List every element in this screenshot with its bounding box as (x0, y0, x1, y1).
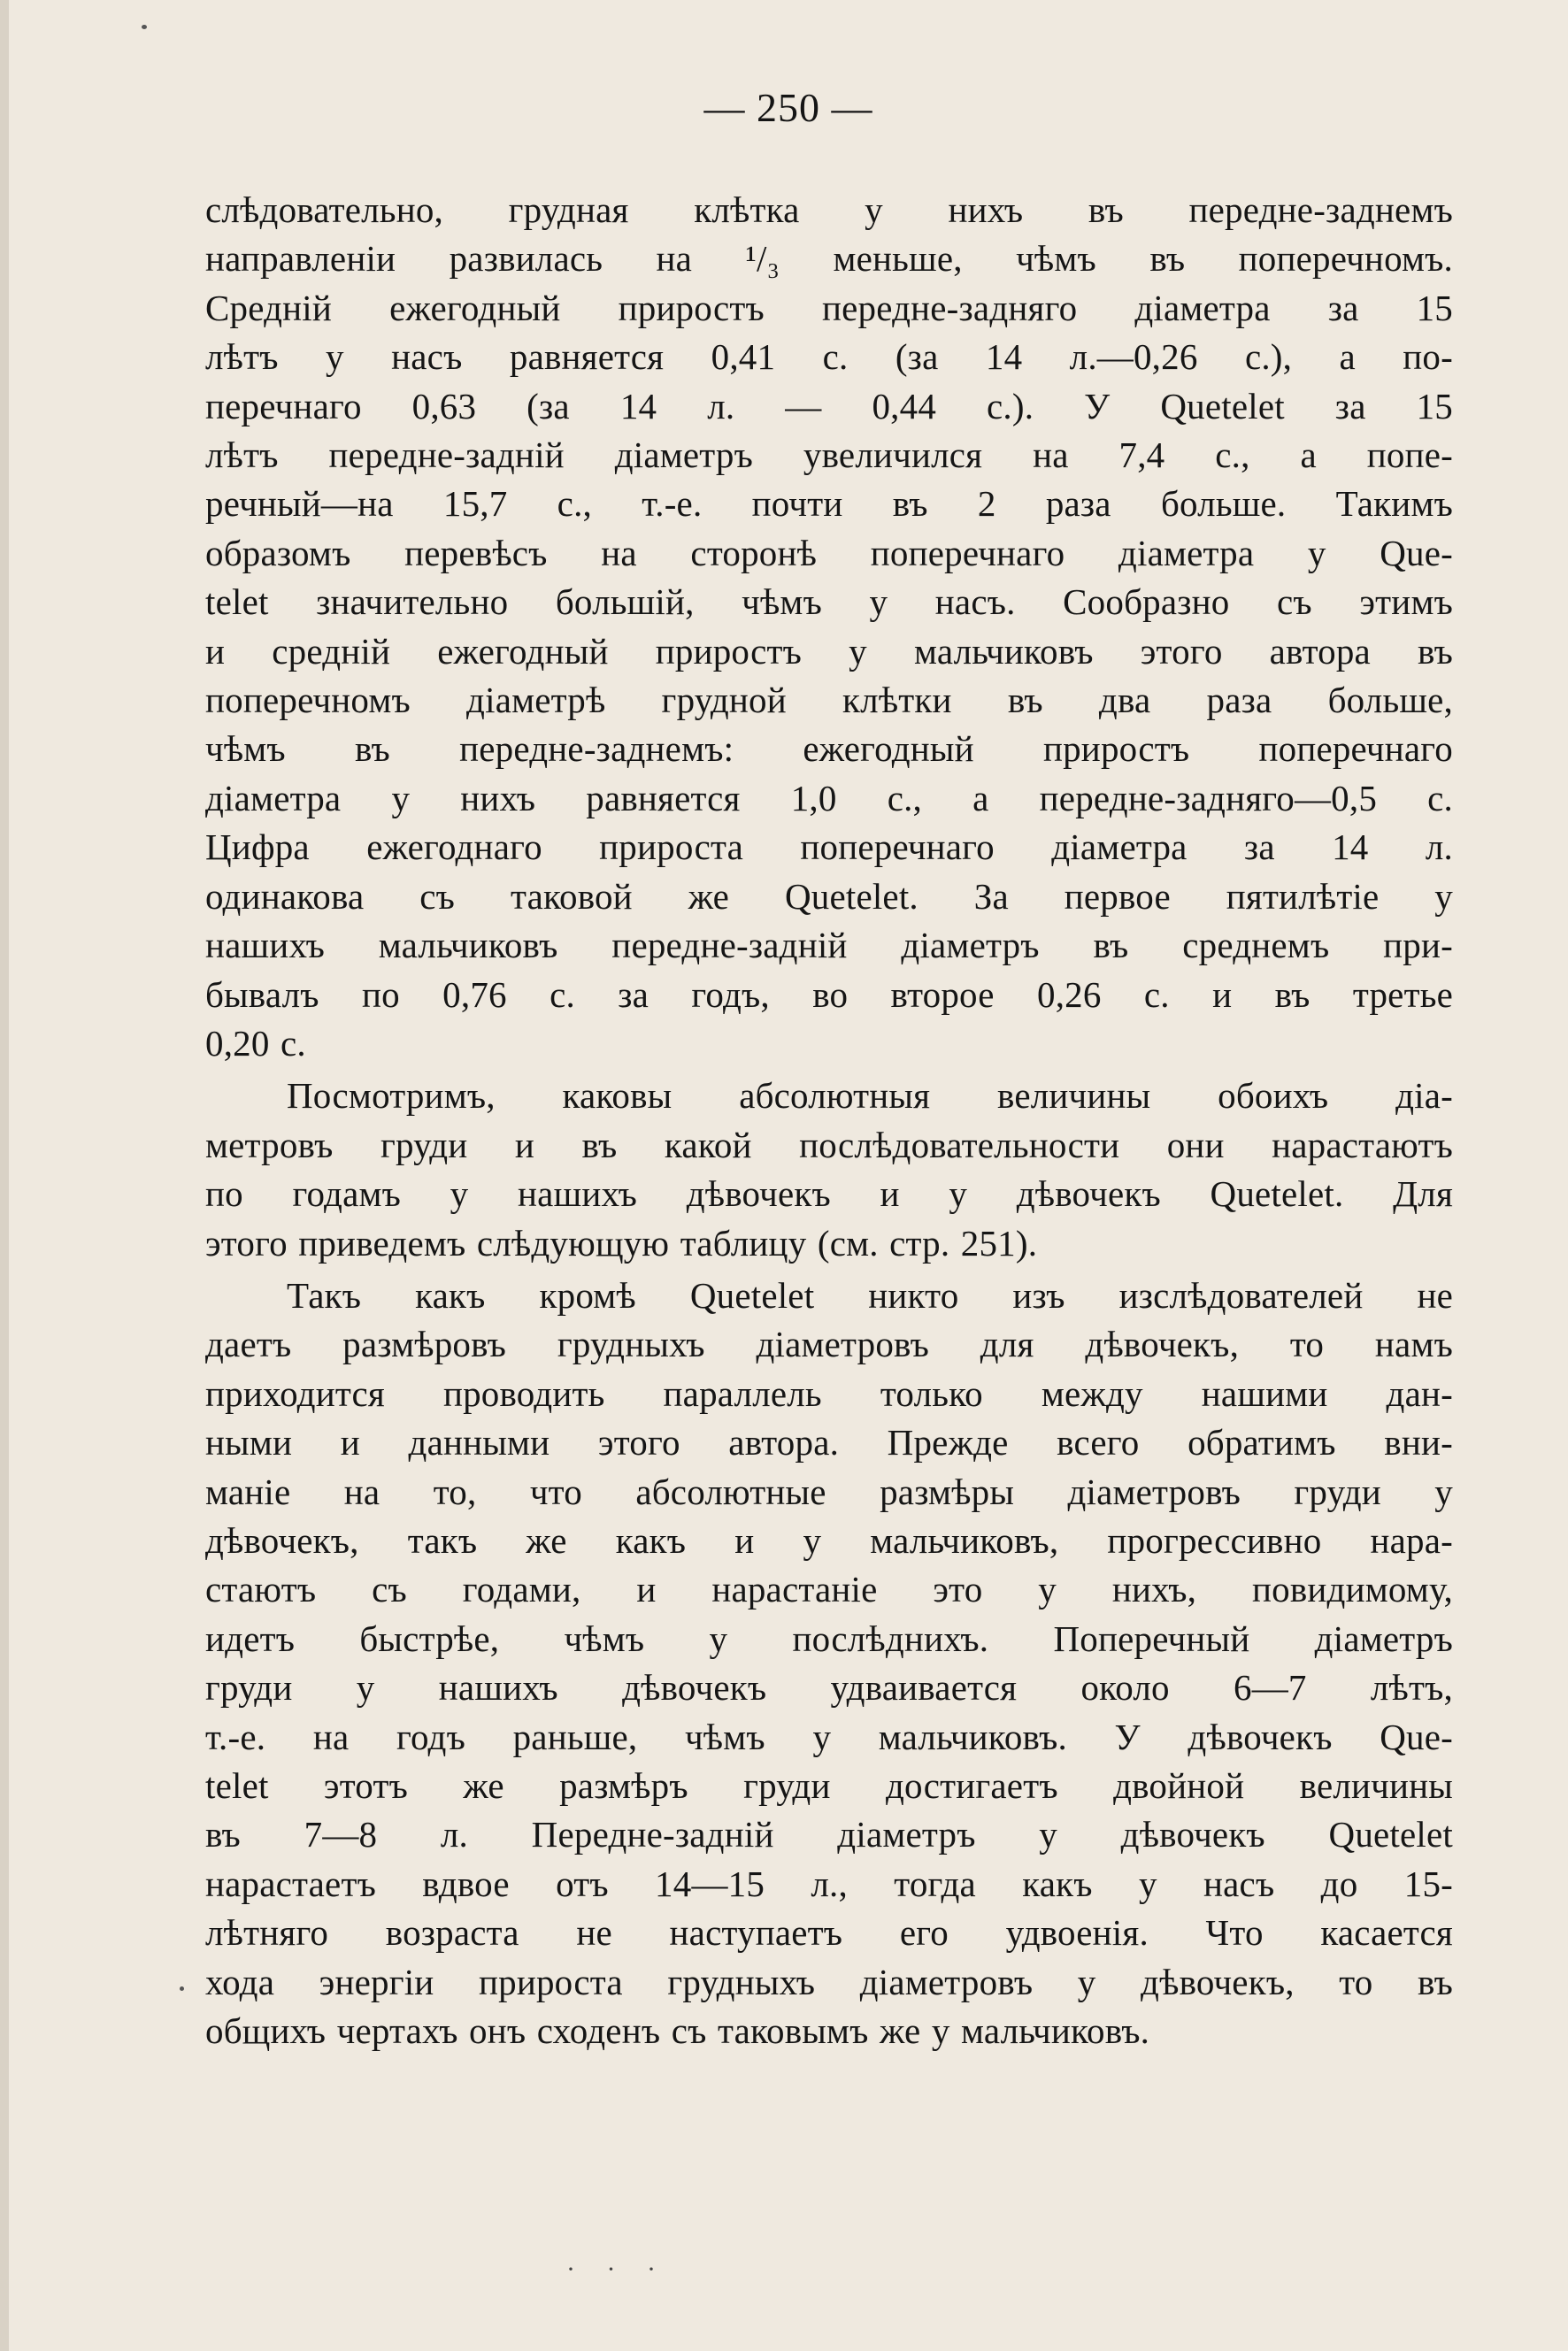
text-line: хода энергіи прироста грудныхъ діаметровъ у дѣвочекъ, то въ (205, 1961, 1453, 2002)
text-line: чѣмъ въ передне-заднемъ: ежегодный приростъ поперечнаго (205, 728, 1453, 770)
text-line: стаютъ съ годами, и нарастаніе это у нихъ, повидимому, (205, 1569, 1453, 1610)
paragraph-2 (205, 1072, 1453, 1268)
text-line: въ 7—8 л. Передне-задній діаметръ у дѣвочекъ Quetelet (205, 1814, 1453, 1855)
text-line: поперечномъ діаметрѣ грудной клѣтки въ два раза больше, (205, 680, 1453, 721)
footer-marks: · · · (566, 2255, 668, 2284)
text-line: речный—на 15,7 с., т.-е. почти въ 2 раза больше. Такимъ (205, 483, 1453, 525)
text-line: направленіи развилась на ¹/₃ меньше, чѣмъ въ поперечномъ. (205, 238, 1453, 280)
text-line: Цифра ежегоднаго прироста поперечнаго діаметра за 14 л. (205, 826, 1453, 868)
text-line: этого приведемъ слѣдующую таблицу (см. стр. 251). (205, 1222, 1038, 1264)
page-number: — 250 — (703, 85, 873, 130)
text-line: Такъ какъ кромѣ Quetelet никто изъ изслѣдователей не (287, 1274, 1453, 1316)
text-line: ными и данными этого автора. Прежде всего обратимъ вни- (205, 1422, 1453, 1464)
text-line: лѣтъ у насъ равняется 0,41 с. (за 14 л.—0,26 с.), а по- (205, 336, 1453, 378)
text-line: метровъ груди и въ какой послѣдовательности они нарастаютъ (205, 1124, 1453, 1165)
text-line: telet значительно большій, чѣмъ у насъ. Сообразно съ этимъ (205, 581, 1453, 623)
text-line: лѣтняго возраста не наступаетъ его удвоенія. Что касается (205, 1912, 1453, 1954)
paragraph-3 (205, 1272, 1453, 2056)
text-line: образомъ перевѣсъ на сторонѣ поперечнаго діаметра у Que- (205, 532, 1453, 573)
text-line: діаметра у нихъ равняется 1,0 с., а передне-задняго—0,5 с. (205, 777, 1453, 818)
body-text (205, 186, 1453, 2055)
text-line: маніе на то, что абсолютные размѣры діаметровъ груди у (205, 1471, 1453, 1512)
text-line: Средній ежегодный приростъ передне-задняго діаметра за 15 (205, 287, 1453, 328)
text-line: Посмотримъ, каковы абсолютныя величины обоихъ діа- (287, 1075, 1453, 1117)
text-line: перечнаго 0,63 (за 14 л. — 0,44 с.). У Quetelet за 15 (205, 385, 1453, 426)
text-line: идетъ быстрѣе, чѣмъ у послѣднихъ. Поперечный діаметръ (205, 1617, 1453, 1659)
text-line: нарастаетъ вдвое отъ 14—15 л., тогда какъ у насъ до 15- (205, 1863, 1453, 1904)
text-line: telet этотъ же размѣръ груди достигаетъ двойной величины (205, 1765, 1453, 1806)
text-line: дѣвочекъ, такъ же какъ и у мальчиковъ, прогрессивно нара- (205, 1519, 1453, 1561)
text-line: т.-е. на годъ раньше, чѣмъ у мальчиковъ. У дѣвочекъ Que- (205, 1716, 1453, 1757)
ink-speck (142, 25, 147, 29)
text-line: приходится проводить параллель только между нашими дан- (205, 1372, 1453, 1414)
text-line: даетъ размѣровъ грудныхъ діаметровъ для дѣвочекъ, то намъ (205, 1324, 1453, 1365)
ink-speck (180, 1986, 184, 1991)
text-line: нашихъ мальчиковъ передне-задній діаметръ въ среднемъ при- (205, 925, 1453, 966)
text-line: груди у нашихъ дѣвочекъ удваивается около 6—7 лѣтъ, (205, 1667, 1453, 1709)
text-line: одинакова съ таковой же Quetelet. За первое пятилѣтіе у (205, 875, 1453, 917)
text-line: слѣдовательно, грудная клѣтка у нихъ въ передне-заднемъ (205, 189, 1453, 230)
text-line: бывалъ по 0,76 с. за годъ, во второе 0,26 с. и въ третье (205, 973, 1453, 1015)
text-line: и средній ежегодный приростъ у мальчиковъ этого автора въ (205, 630, 1453, 672)
text-line: по годамъ у нашихъ дѣвочекъ и у дѣвочекъ Quetelet. Для (205, 1173, 1453, 1215)
text-line: лѣтъ передне-задній діаметръ увеличился на 7,4 с., а попе- (205, 434, 1453, 476)
text-line: 0,20 с. (205, 1022, 306, 1064)
text-line: общихъ чертахъ онъ сходенъ съ таковымъ же у мальчиковъ. (205, 2010, 1150, 2052)
paragraph-1 (205, 186, 1453, 1068)
